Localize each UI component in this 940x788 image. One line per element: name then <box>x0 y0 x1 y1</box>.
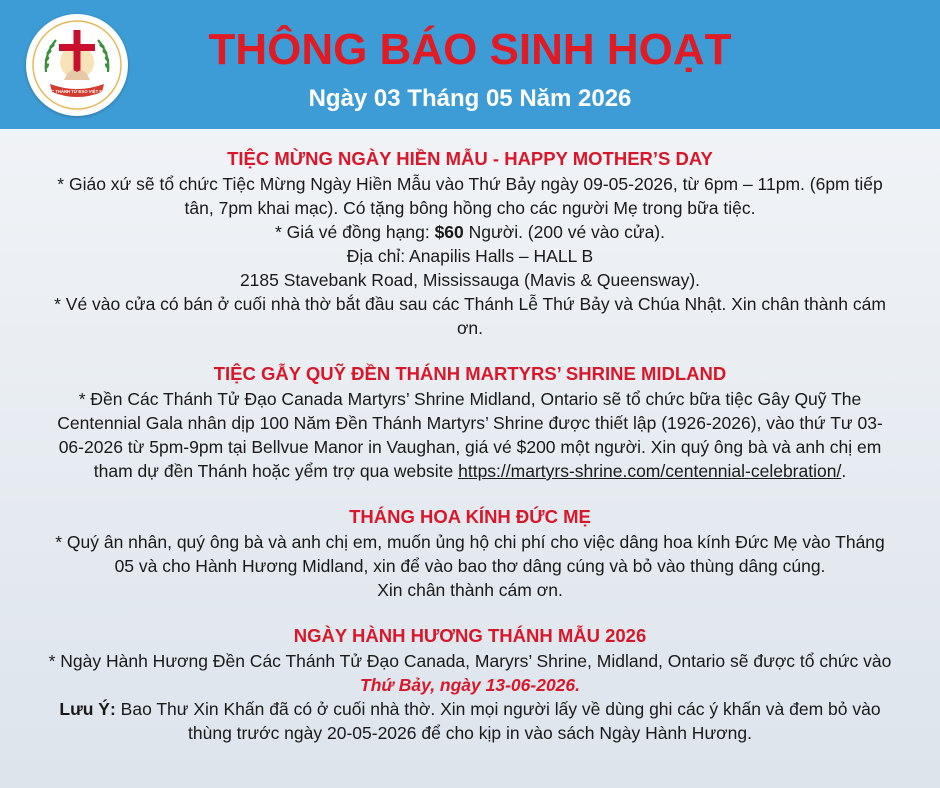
section-heading: THÁNG HOA KÍNH ĐỨC MẸ <box>349 506 591 527</box>
note-text: Bao Thư Xin Khấn đã có ở cuối nhà thờ. Xin mọi người lấy về dùng ghi các ý khấn và đem bỏ vào <box>115 699 881 719</box>
logo-ribbon-text: CÁC THÁNH TỬ ĐẠO VIỆT NAM <box>45 89 109 94</box>
header-banner <box>0 0 940 129</box>
address-line: Địa chỉ: Anapilis Halls – HALL B <box>346 246 594 266</box>
body-line: 05 và cho Hành Hương Midland, xin để vào bao thơ dâng cúng và bỏ vào thùng dâng cúng. <box>114 556 826 576</box>
section-heading: TIỆC GẪY QUỸ ĐỀN THÁNH MARTYRS’ SHRINE MIDLAND <box>213 363 727 384</box>
body-line: tân, 7pm khai mạc). Có tặng bông hồng cho các người Mẹ trong bữa tiệc. <box>184 198 756 218</box>
note-line <box>0 697 940 721</box>
section-heading: TIỆC MỪNG NGÀY HIỀN MẪU - HAPPY MOTHER’S DAY <box>227 148 713 169</box>
body-line <box>0 459 940 483</box>
shrine-website-link[interactable]: https://martyrs-shrine.com/centennial-celebration/ <box>458 461 842 481</box>
price-prefix: * Giá vé đồng hạng: <box>275 222 435 242</box>
body-line: Centennial Gala nhân dịp 100 Năm Đền Thánh Martyrs’ Shrine được thiết lập (1926-2026), vào thứ Tư 03- <box>57 413 883 433</box>
body-line: * Quý ân nhân, quý ông bà và anh chị em, muốn ủng hộ chi phí cho việc dâng hoa kính Đức Mẹ vào Tháng <box>55 532 885 552</box>
body-text: tham dự đền Thánh hoặc yểm trợ qua website <box>93 461 459 481</box>
body-line: Xin chân thành cám ơn. <box>377 580 563 600</box>
pilgrimage-date: Thứ Bảy, ngày 13-06-2026. <box>360 675 580 695</box>
section-heading: NGÀY HÀNH HƯƠNG THÁNH MẪU 2026 <box>293 625 647 646</box>
price-suffix: Người. (200 vé vào cửa). <box>463 222 665 242</box>
note-label: Lưu Ý: <box>59 699 116 719</box>
section-martyrs-shrine-gala <box>0 361 940 483</box>
section-mothers-day <box>0 146 940 340</box>
section-flower-month <box>0 504 940 602</box>
price-line <box>0 220 940 244</box>
page-subtitle-date: Ngày 03 Tháng 05 Năm 2026 <box>308 85 632 112</box>
body-line: * Vé vào cửa có bán ở cuối nhà thờ bắt đầu sau các Thánh Lễ Thứ Bảy và Chúa Nhật. Xin chân thành cám <box>54 294 886 314</box>
body-line: thùng trước ngày 20-05-2026 để cho kịp in vào sách Ngày Hành Hương. <box>188 723 752 743</box>
body-text: . <box>841 461 847 481</box>
section-pilgrimage <box>0 623 940 745</box>
announcements <box>0 146 940 766</box>
body-line: * Giáo xứ sẽ tổ chức Tiệc Mừng Ngày Hiền Mẫu vào Thứ Bảy ngày 09-05-2026, từ 6pm – 11pm. (6pm tiếp <box>57 174 883 194</box>
body-line: ơn. <box>456 318 484 338</box>
body-line: 06-2026 từ 5pm-9pm tại Bellvue Manor in Vaughan, giá vé $200 một người. Xin quý ông bà và anh chị em <box>58 437 882 457</box>
body-line: * Đền Các Thánh Tử Đạo Canada Martyrs’ Shrine Midland, Ontario sẽ tổ chức bữa tiệc Gây Quỹ The <box>78 389 862 409</box>
page-title: THÔNG BÁO SINH HOẠT <box>208 25 732 74</box>
address-line: 2185 Stavebank Road, Mississauga (Mavis & Queensway). <box>239 270 701 290</box>
ticket-price: $60 <box>434 222 464 242</box>
body-line: * Ngày Hành Hương Đền Các Thánh Tử Đạo Canada, Maryrs’ Shrine, Midland, Ontario sẽ được tổ chức vào <box>48 651 892 671</box>
